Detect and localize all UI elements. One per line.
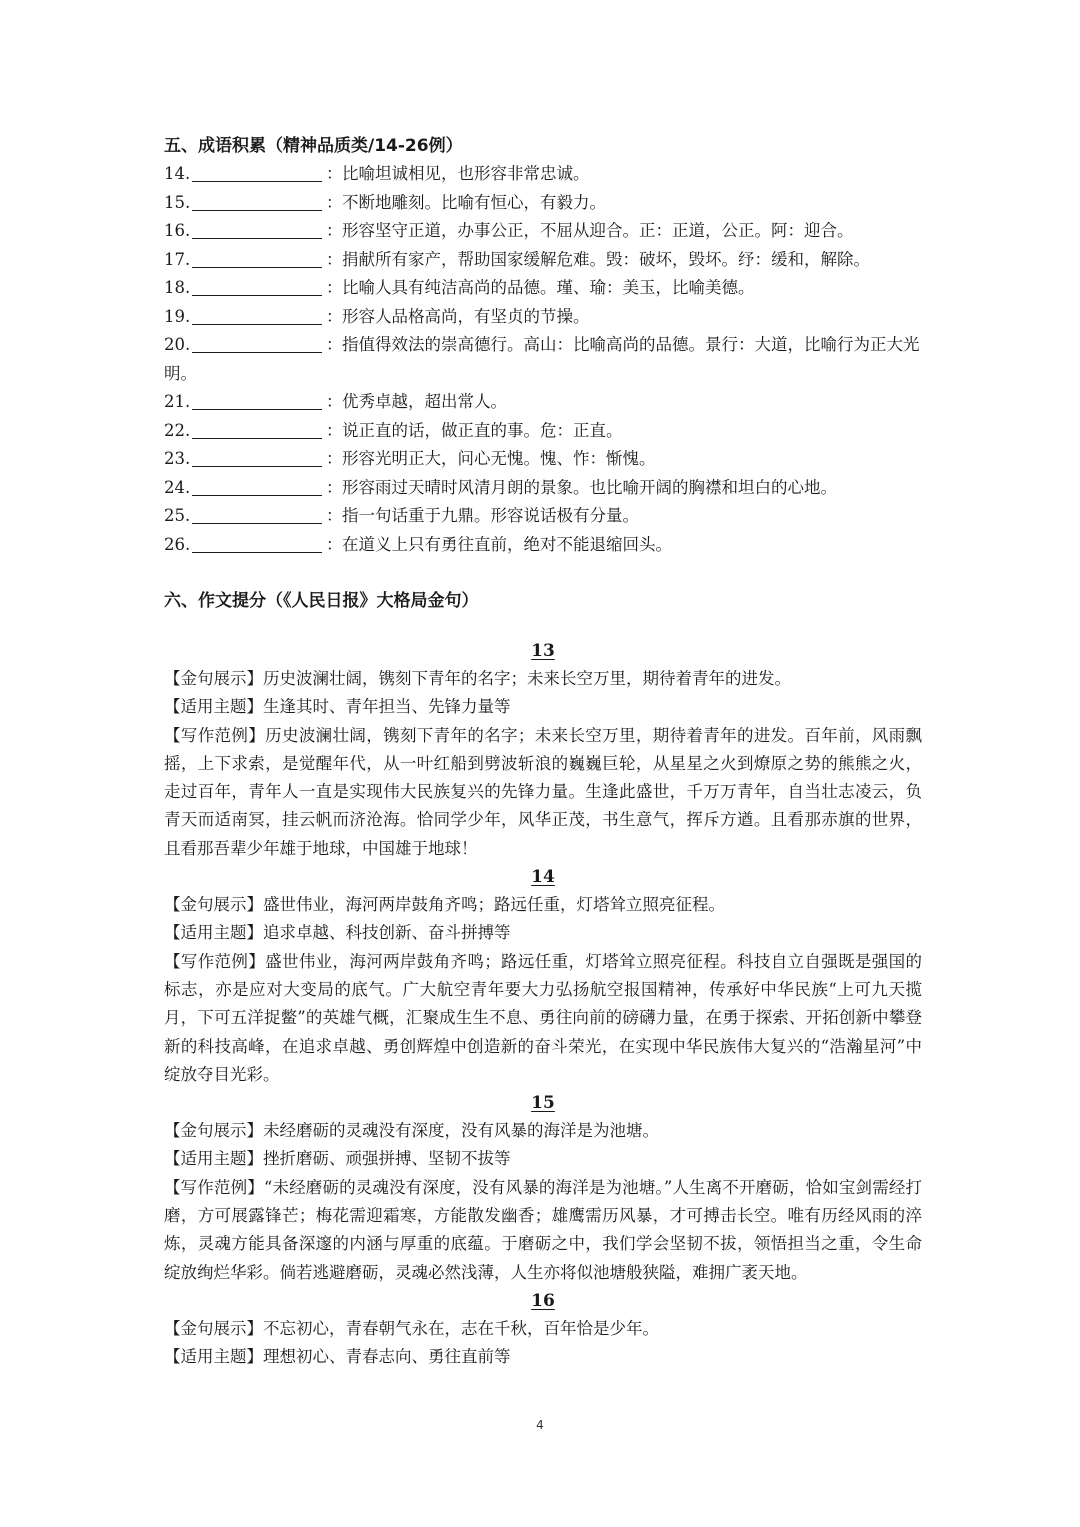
idiom-definition: 不断地雕刻。比喻有恒心，有毅力。	[342, 192, 606, 212]
idiom-definition: 形容坚守正道，办事公正，不屈从迎合。正：正道，公正。阿：迎合。	[342, 221, 854, 240]
example-block	[164, 863, 922, 1089]
quote-line	[164, 891, 922, 919]
colon: ：	[326, 221, 343, 240]
idiom-item	[164, 303, 922, 332]
colon: ：	[326, 192, 343, 212]
colon: ：	[326, 477, 343, 497]
idiom-number: 17.	[164, 249, 191, 269]
idiom-definition: 指值得效法的崇高德行。高山：比喻高尚的品德。景行：大道，比喻行为正大光明。	[164, 335, 920, 383]
answer-blank[interactable]	[192, 192, 322, 211]
idiom-item	[164, 445, 922, 474]
theme-tag: 【适用主题】	[164, 697, 263, 717]
idiom-item	[164, 531, 922, 560]
answer-blank[interactable]	[192, 249, 322, 268]
quote-tag: 【金句展示】	[164, 1318, 263, 1338]
idiom-definition: 形容光明正大，问心无愧。愧、怍：惭愧。	[342, 449, 656, 468]
theme-line	[164, 1343, 922, 1371]
idiom-item	[164, 417, 922, 446]
theme-line	[164, 1145, 922, 1173]
idiom-number: 20.	[164, 335, 191, 354]
sample-tag: 【写作范例】	[164, 951, 266, 971]
answer-blank[interactable]	[192, 448, 322, 467]
example-number: 14	[531, 867, 555, 888]
quote-line	[164, 665, 922, 693]
quote-text: 未经磨砺的灵魂没有深度，没有风暴的海洋是为池塘。	[263, 1121, 659, 1141]
section-six-title: 六、作文提分（《人民日报》大格局金句）	[164, 591, 479, 611]
colon: ：	[326, 449, 343, 468]
idiom-number: 22.	[164, 420, 191, 440]
colon: ：	[326, 534, 343, 554]
sample-paragraph	[164, 948, 922, 1089]
theme-line	[164, 919, 922, 947]
example-block	[164, 637, 922, 863]
answer-blank[interactable]	[192, 420, 322, 439]
quote-text: 不忘初心，青春朝气永在，志在千秋，百年恰是少年。	[263, 1318, 659, 1338]
idiom-list	[164, 160, 922, 559]
sample-text: 历史波澜壮阔，镌刻下青年的名字；未来长空万里，期待着青年的进发。百年前，风雨飘摇，上下求索，是觉醒年代，从一叶红船到劈波斩浪的巍巍巨轮，从星星之火到燎原之势的熊熊之火，走过百年，青年人一直是实现伟大民族复兴的先锋力量。生逢此盛世，千万万青年，自当壮志凌云，负青天而适南冥，挂云帆而济沧海。恰同学少年，风华正茂，书生意气，挥斥方遒。且看那赤旗的世界，且看那吾辈少年雄于地球，中国雄于地球！	[164, 725, 923, 858]
idiom-definition: 指一句话重于九鼎。形容说话极有分量。	[342, 506, 639, 525]
idiom-definition: 比喻坦诚相见，也形容非常忠诚。	[342, 164, 590, 183]
quote-tag: 【金句展示】	[164, 1121, 263, 1141]
colon: ：	[326, 420, 343, 440]
quote-text: 历史波澜壮阔，镌刻下青年的名字；未来长空万里，期待着青年的进发。	[263, 669, 791, 688]
idiom-item	[164, 331, 922, 388]
quote-text: 盛世伟业，海河两岸鼓角齐鸣；路远任重，灯塔耸立照亮征程。	[263, 895, 725, 915]
idiom-number: 14.	[164, 164, 191, 183]
answer-blank[interactable]	[192, 163, 322, 182]
colon: ：	[326, 306, 343, 326]
quote-tag: 【金句展示】	[164, 895, 263, 915]
example-number: 16	[531, 1290, 555, 1311]
sample-text: “未经磨砺的灵魂没有深度，没有风暴的海洋是为池塘。”人生离不开磨砺，恰如宝剑需经打磨，方可展露锋芒；梅花需迎霜寒，方能散发幽香；雄鹰需历风暴，才可搏击长空。唯有历经风雨的淬炼，灵魂方能具备深邃的内涵与厚重的底蕴。于磨砺之中，我们学会坚韧不拔，领悟担当之重，令生命绽放绚烂华彩。倘若逃避磨砺，灵魂必然浅薄，人生亦将似池塘般狭隘，难拥广袤天地。	[164, 1177, 923, 1282]
page-number: 4	[536, 1418, 544, 1432]
idiom-number: 24.	[164, 477, 191, 497]
theme-text: 生逢其时、青年担当、先锋力量等	[263, 697, 511, 717]
answer-blank[interactable]	[192, 505, 322, 524]
answer-blank[interactable]	[192, 477, 322, 496]
theme-line	[164, 693, 922, 721]
colon: ：	[326, 164, 343, 183]
theme-text: 理想初心、青春志向、勇往直前等	[263, 1347, 511, 1367]
theme-text: 追求卓越、科技创新、奋斗拼搏等	[263, 923, 511, 943]
idiom-item	[164, 274, 922, 303]
idiom-number: 15.	[164, 192, 191, 212]
idiom-definition: 形容人品格高尚，有坚贞的节操。	[342, 306, 590, 326]
idiom-item	[164, 474, 922, 503]
idiom-item	[164, 160, 922, 189]
section-five-title: 五、成语积累（精神品质类/14-26例）	[164, 136, 463, 156]
answer-blank[interactable]	[192, 334, 322, 353]
theme-tag: 【适用主题】	[164, 923, 263, 943]
answer-blank[interactable]	[192, 306, 322, 325]
idiom-definition: 说正直的话，做正直的事。危：正直。	[342, 420, 623, 440]
example-number: 13	[531, 641, 555, 661]
colon: ：	[326, 506, 343, 525]
colon: ：	[326, 392, 343, 411]
sample-tag: 【写作范例】	[164, 1177, 264, 1197]
colon: ：	[326, 278, 343, 297]
idiom-definition: 比喻人具有纯洁高尚的品德。瑾、瑜：美玉，比喻美德。	[342, 278, 755, 297]
sample-tag: 【写作范例】	[164, 725, 266, 745]
idiom-number: 16.	[164, 221, 191, 240]
idiom-item	[164, 388, 922, 417]
idiom-definition: 形容雨过天晴时风清月朗的景象。也比喻开阔的胸襟和坦白的心地。	[342, 477, 837, 497]
answer-blank[interactable]	[192, 220, 322, 239]
quote-line	[164, 1117, 922, 1145]
idiom-number: 21.	[164, 392, 191, 411]
sample-paragraph	[164, 722, 922, 863]
idiom-item	[164, 246, 922, 275]
idiom-definition: 捐献所有家产，帮助国家缓解危难。毁：破坏，毁坏。纾：缓和，解除。	[342, 249, 870, 269]
idiom-number: 26.	[164, 534, 191, 554]
idiom-number: 23.	[164, 449, 191, 468]
colon: ：	[326, 249, 343, 269]
answer-blank[interactable]	[192, 277, 322, 296]
colon: ：	[326, 335, 343, 354]
theme-tag: 【适用主题】	[164, 1347, 263, 1367]
example-number: 15	[531, 1093, 555, 1114]
idiom-number: 18.	[164, 278, 191, 297]
example-block	[164, 1287, 922, 1372]
quote-line	[164, 1315, 922, 1343]
idiom-item	[164, 189, 922, 218]
sample-paragraph	[164, 1174, 922, 1287]
idiom-number: 19.	[164, 306, 191, 326]
idiom-definition: 在道义上只有勇往直前，绝对不能退缩回头。	[342, 534, 672, 554]
example-block	[164, 1089, 922, 1287]
theme-tag: 【适用主题】	[164, 1149, 263, 1169]
document-page	[164, 132, 922, 1372]
idiom-definition: 优秀卓越，超出常人。	[342, 392, 507, 411]
answer-blank[interactable]	[192, 534, 322, 553]
answer-blank[interactable]	[192, 391, 322, 410]
idiom-number: 25.	[164, 506, 191, 525]
theme-text: 挫折磨砺、顽强拼搏、坚韧不拔等	[263, 1149, 511, 1169]
idiom-item	[164, 217, 922, 246]
sample-text: 盛世伟业，海河两岸鼓角齐鸣；路远任重，灯塔耸立照亮征程。科技自立自强既是强国的标志，亦是应对大变局的底气。广大航空青年要大力弘扬航空报国精神，传承好中华民族“上可九天揽月，下可五洋捉鳖”的英雄气概，汇聚成生生不息、勇往向前的磅礴力量，在勇于探索、开拓创新中攀登新的科技高峰，在追求卓越、勇创辉煌中创造新的奋斗荣光，在实现中华民族伟大复兴的“浩瀚星河”中绽放夺目光彩。	[164, 951, 923, 1084]
quote-tag: 【金句展示】	[164, 669, 263, 688]
idiom-item	[164, 502, 922, 531]
